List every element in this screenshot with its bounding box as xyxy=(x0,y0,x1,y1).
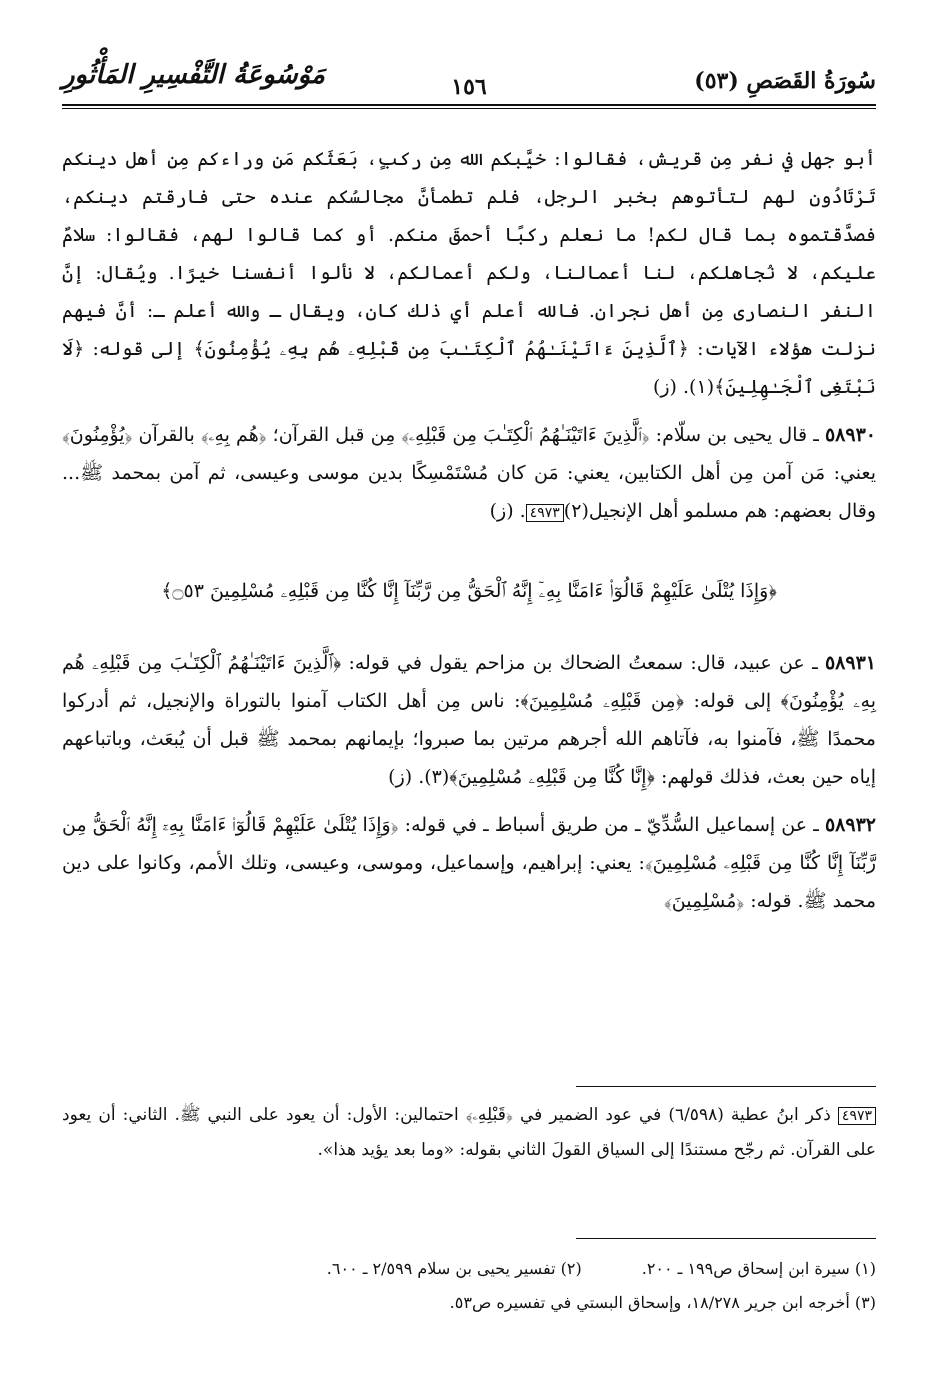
page-number: ١٥٦ xyxy=(451,74,487,100)
header-rule xyxy=(62,104,876,106)
entry-58931 xyxy=(62,644,876,796)
quran-verse: ﴿وَإِذَا يُتْلَىٰ عَلَيْهِمْ قَالُوٓا۟ ءَامَنَّا بِهِۦٓ إِنَّهُ ٱلْحَقُّ مِن رَّبِّنَآ إِنَّا كُنَّا مِن قَبْلِهِۦ مُسْلِمِينَ ۝٥٣﴾ xyxy=(161,580,777,602)
main-text xyxy=(62,140,876,930)
header-rule-thin xyxy=(62,108,876,109)
commentary-ref-box: ٤٩٧٣ xyxy=(838,1107,876,1125)
cross-reference-box: ٤٩٧٣ xyxy=(526,504,564,522)
entry-text: ـ عن إسماعيل السُّدِّيّ ـ من طريق أسباط ـ في قوله: ﴿وَإِذَا يُتْلَىٰ عَلَيْهِمْ قَالُوٓا۟ ءَامَنَّا بِهِۦٓ إِنَّهُ ٱلْحَقُّ مِن رَّبِّنَآ إِنَّا كُنَّا مِن قَبْلِهِۦ مُسْلِمِينَ﴾: يعني: إبراهيم، وإسماعيل، وموسى، وعيسى، وتلك الأمم، وكانوا على دين محمد ﷺ. قوله: ﴿مُسْلِمِينَ﴾ xyxy=(62,814,876,912)
footnotes-rule xyxy=(576,1238,876,1239)
entry-text: ـ عن عبيد، قال: سمعتُ الضحاك بن مزاحم يقول في قوله: ﴿ٱلَّذِينَ ءَاتَيْنَـٰهُمُ ٱلْكِتَـٰبَ مِن قَبْلِهِۦ هُم بِهِۦ يُؤْمِنُونَ﴾ إلى قوله: ﴿مِن قَبْلِهِۦ مُسْلِمِينَ﴾: ناس مِن أهل الكتاب آمنوا بالتوراة والإنجيل، ثم أدركوا محمدًا ﷺ، فآمنوا به، فآتاهم الله أجرهم مرتين بما صبروا؛ بإيمانهم بمحمد ﷺ قبل أن يُبعَث، وباتباعهم إياه حين بعث، فذلك قولهم: ﴿إِنَّا كُنَّا مِن قَبْلِهِۦ مُسْلِمِينَ﴾(٣). (ز) xyxy=(62,652,876,788)
entry-58930 xyxy=(62,416,876,532)
series-title: مَوْسُوعَةُ التَّفْسِيرِ المَأْثُورِ xyxy=(62,60,325,90)
footnote-2: (٢) تفسير يحيى بن سلام ٢/٥٩٩ ـ ٦٠٠. xyxy=(326,1259,582,1278)
footnotes xyxy=(62,1252,876,1320)
footnote-1: (١) سيرة ابن إسحاق ص١٩٩ ـ ٢٠٠. xyxy=(641,1259,876,1278)
commentary-rule xyxy=(576,1086,876,1087)
running-header xyxy=(62,60,876,110)
entry-number: ٥٨٩٣٢ xyxy=(824,814,876,836)
entry-number: ٥٨٩٣١ xyxy=(824,652,876,674)
footnotes-row-2 xyxy=(62,1286,876,1320)
commentary-text: ذكر ابنُ عطية (٦/٥٩٨) في عود الضمير في ﴿قَبْلِهِۦ﴾ احتمالين: الأول: أن يعود على النبي ﷺ. الثاني: أن يعود على القرآن. ثم رجّح مستندًا إلى السياق القولَ الثاني بقوله: «وما بعد يؤيد هذا». xyxy=(62,1105,876,1160)
entry-text: ـ قال يحيى بن سلّام: ﴿ٱلَّذِينَ ءَاتَيْنَـٰهُمُ ٱلْكِتَـٰبَ مِن قَبْلِهِۦ﴾ مِن قبل القرآن؛ ﴿هُم بِهِۦ﴾ بالقرآن ﴿يُؤْمِنُونَ﴾ يعني: مَن آمن مِن أهل الكتابين، يعني: مَن كان مُسْتَمْسِكًا بدين موسى وعيسى، ثم آمن بمحمد ﷺ... وقال بعضهم: هم مسلمو أهل الإنجيل(٢) xyxy=(62,424,876,522)
entry-tail: . (ز) xyxy=(489,500,526,522)
surah-title: سُورَةُ القَصَصِ (٥٣) xyxy=(694,68,876,94)
footnote-3: (٣) أخرجه ابن جرير ١٨/٢٧٨، وإسحاق البستي في تفسيره ص٥٣. xyxy=(449,1293,876,1312)
commentary-note xyxy=(62,1098,876,1167)
footnotes-row-1 xyxy=(62,1252,876,1286)
paragraph-continuation: أبو جهل في نفر مِن قريش، فقالوا: خيَّبكم الله مِن ركبٍ، بَعَثَكم مَن وراءكم مِن أهل دينكم تَرْتَادُون لهم لتأتوهم بخبر الرجل، فلم تطمأنَّ مجالسُكم عنده حتى فارقتم دينكم، فصدَّقتموه بما قال لكم! ما نعلم ركبًا أحمقَ منكم. أو كما قالوا لهم، فقالوا: سلامٌ عليكم، لا نُجاهلكم، لنا أعمالنا، ولكم أعمالكم، لا نألوا أنفسنا خيرًا. ويُقال: إنَّ النفر النصارى مِن أهل نجران. فالله أعلم أي ذلك كان، ويقال ـ والله أعلم ـ: أنَّ فيهم نزلت هؤلاء الآيات: ﴿ٱلَّذِينَ ءَاتَيْنَـٰهُمُ ٱلْكِتَـٰبَ مِن قَبْلِهِۦ هُم بِهِۦ يُؤْمِنُونَ﴾ إلى قوله: ﴿لَا نَبْتَغِى ٱلْجَـٰهِلِينَ﴾(١). (ز) xyxy=(62,148,876,398)
entry-58932 xyxy=(62,806,876,920)
entry-number: ٥٨٩٣٠ xyxy=(824,424,876,446)
